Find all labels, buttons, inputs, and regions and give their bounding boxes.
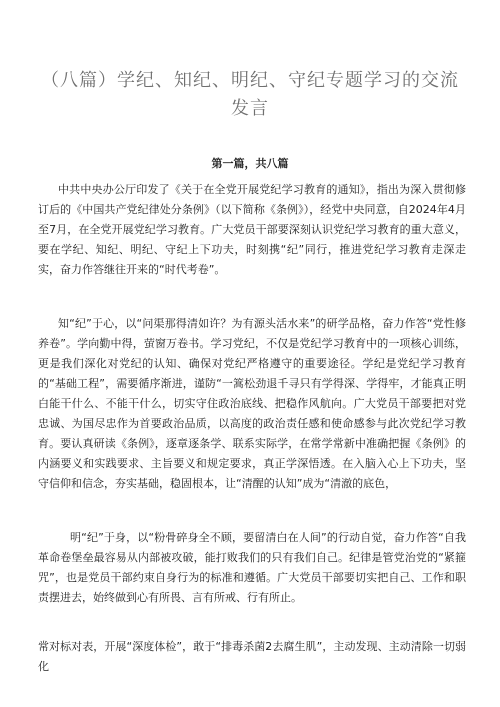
paragraph-understand-discipline: 明“纪”于身，以“粉骨碎身全不顾，要留清白在人间”的行动自觉，奋力作答“自我革命卷堡垒最容易从内部被攻破，能打败我们的只有我们自己。纪律是管党治党的“紧箍咒”，也是党员干部约束自身行为的标准和遵循。广大党员干部要切实把自己、工作和职责摆进去，始终做到心有所畏、言有所戒、行有所止。 bbox=[38, 531, 466, 604]
paragraph-know-discipline: 知“纪”于心，以“问渠那得清如许？为有源头活水来”的研学品格，奋力作答“党性修养卷”。学向勤中得，萤窗万卷书。学习党纪，不仅是党纪学习教育中的一项核心训练，更是我们深化对党纪的认知、确保对党纪严格遵守的重要途径。学纪是党纪学习教育的“基础工程”，需要循序渐进，谨防“一篙松劲退千寻只有学得深、学得牢，才能真正明白能干什么、不能干什么，切实守住政治底线、把稳作风航向。广大党员干部要把对党忠诚、为国尽忠作为首要政治品质，以高度的政治责任感和使命感参与此次党纪学习教育。要认真研读《条例》，逐章逐条学、联系实际学，在常学常新中准确把握《条例》的内涵要义和实践要求、主旨要义和规定要求，真正学深悟透。在入脑入心上下功夫，坚守信仰和信念，夯实基础，稳固根本，让“清醒的认知”成为“清澈的底色， bbox=[38, 317, 466, 490]
document-title-line1: （八篇）学纪、知纪、明纪、守纪专题学习的交流 bbox=[41, 70, 459, 91]
document-title-line2: 发言 bbox=[231, 98, 269, 119]
section-subheading: 第一篇，共八篇 bbox=[211, 157, 289, 170]
paragraph-intro: 中共中央办公厅印发了《关于在全党开展党纪学习教育的通知》，指出为深入贯彻修订后的《中国共产党纪律处分条例》（以下简称《条例》），经党中央同意，自2024年4月至7月，在全党开展党纪学习教育。广大党员干部要深刻认识党纪学习教育的重大意义，要在学纪、知纪、明纪、守纪上下功夫，时刻携“纪”同行，推进党纪学习教育走深走实，奋力作答继往开来的“时代考卷”。 bbox=[38, 183, 466, 276]
paragraph-self-check: 常对标对表，开展“深度体检”，敢于“排毒杀菌2去腐生肌”，主动发现、主动清除一切弱化 bbox=[38, 640, 466, 673]
